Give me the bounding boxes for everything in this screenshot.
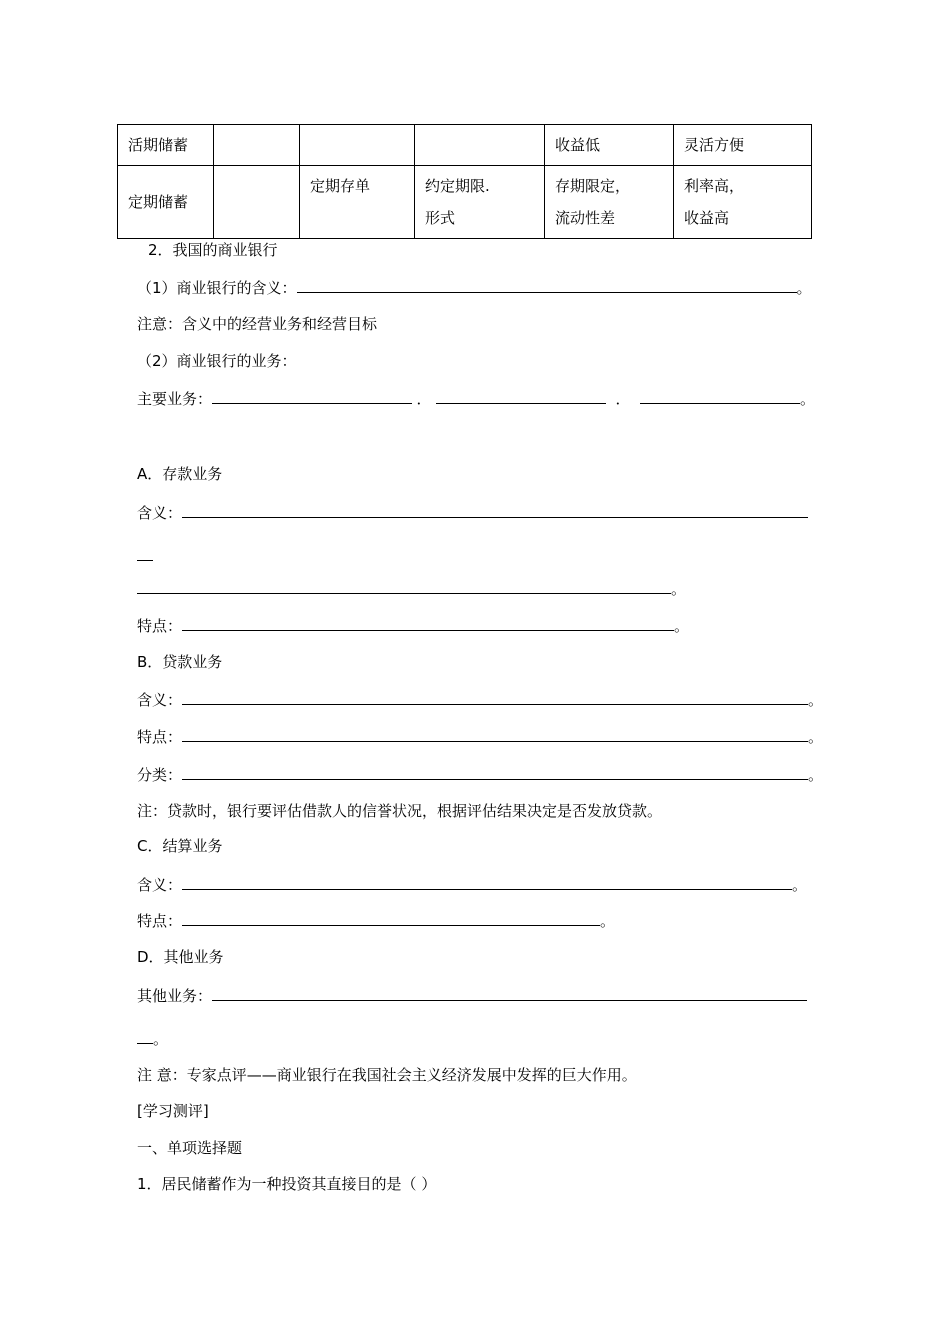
table-cell [545,166,674,239]
section-heading: [学习测评] [137,1102,209,1120]
question-line [137,910,615,931]
period: 。 [808,766,824,784]
main-business-line [137,388,815,409]
question-label: 其他业务： [137,987,213,1005]
answer-blank[interactable] [182,502,808,518]
cell-line: 收益高 [684,209,730,227]
period: 。 [153,1030,169,1048]
table-cell [214,166,300,239]
subsection-title: C．结算业务 [137,837,223,855]
period: 。 [796,279,812,297]
question-line [137,764,823,785]
table-row [118,166,812,239]
period: 。 [792,876,808,894]
question-label: 含义： [137,691,183,709]
answer-blank[interactable] [137,545,153,561]
table-row [118,125,812,166]
period: 。 [600,912,616,930]
question-line [137,615,689,636]
period: 。 [671,580,687,598]
table-cell: 定期存单 [300,166,415,239]
table-cell [300,125,415,166]
question-label: （1）商业银行的含义： [137,279,297,297]
blank-continuation [137,1028,168,1049]
answer-blank[interactable] [182,615,674,631]
section-title: 2．我国的商业银行 [148,241,278,259]
table-cell [214,125,300,166]
period: 。 [808,728,824,746]
section-heading: 一、单项选择题 [137,1139,243,1157]
note-line: 注意：含义中的经营业务和经营目标 [137,315,378,333]
note-line: 注：贷款时，银行要评估借款人的信誉状况，根据评估结果决定是否发放贷款。 [137,802,663,820]
savings-table [117,124,812,239]
question-label: 主要业务： [137,390,213,408]
subsection-title: D．其他业务 [137,948,224,966]
cell-line: 利率高， [684,177,745,195]
answer-blank[interactable] [212,388,412,404]
question-line [137,985,807,1006]
cell-line: 存期限定， [555,177,631,195]
question-label: 特点： [137,728,183,746]
question-line [137,689,823,710]
answer-blank[interactable] [182,910,600,926]
separator-dot: ． [416,390,432,408]
question-item: 1．居民储蓄作为一种投资其直接目的是（ ） [137,1175,437,1193]
table-cell [415,166,545,239]
note-line: 注 意：专家点评——商业银行在我国社会主义经济发展中发挥的巨大作用。 [137,1066,637,1084]
question-line: （2）商业银行的业务： [137,352,297,370]
answer-blank[interactable] [182,726,808,742]
answer-blank[interactable] [640,388,800,404]
table-cell: 收益低 [545,125,674,166]
question-label: 含义： [137,504,183,522]
answer-blank[interactable] [212,985,807,1001]
subsection-title: A．存款业务 [137,465,223,483]
separator-dot: ． [615,390,631,408]
question-line [137,277,812,298]
period: 。 [800,390,816,408]
table-cell: 定期储蓄 [118,166,214,239]
question-label: 分类： [137,766,183,784]
period: 。 [674,617,690,635]
question-label: 特点： [137,617,183,635]
table-cell: 灵活方便 [674,125,812,166]
answer-blank[interactable] [137,1028,153,1044]
answer-blank[interactable] [182,874,792,890]
question-label: 特点： [137,912,183,930]
question-line [137,726,823,747]
period: 。 [808,691,824,709]
table-cell: 活期储蓄 [118,125,214,166]
blank-continuation [137,545,153,566]
answer-blank[interactable] [436,388,606,404]
cell-line: 流动性差 [555,209,616,227]
cell-line: 约定期限. [425,177,490,195]
question-line [137,874,807,895]
cell-line: 形式 [425,209,456,227]
table-cell [674,166,812,239]
table-cell [415,125,545,166]
answer-blank[interactable] [297,277,797,293]
blank-continuation [137,578,686,599]
question-label: 含义： [137,876,183,894]
question-line [137,502,808,523]
answer-blank[interactable] [182,689,808,705]
answer-blank[interactable] [182,764,808,780]
answer-blank[interactable] [137,578,671,594]
subsection-title: B．贷款业务 [137,653,223,671]
